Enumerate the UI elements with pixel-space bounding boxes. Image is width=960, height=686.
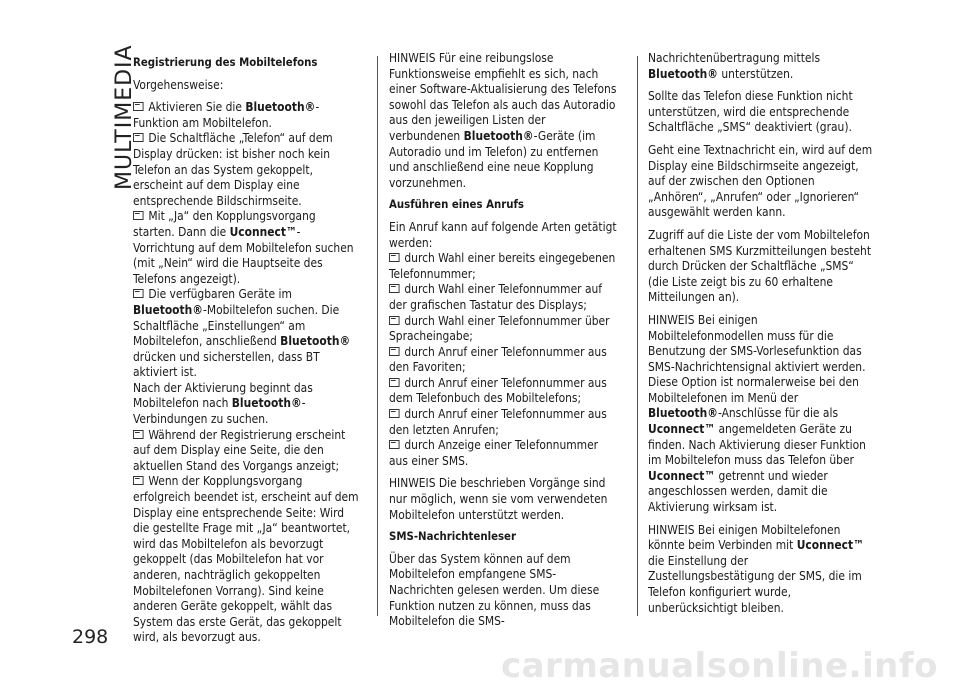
step-bullet-icon [133, 102, 144, 111]
heading-sms-reader: SMS-Nachrichtenleser [389, 529, 517, 544]
watermark-text: carmanualsonline.info [500, 646, 938, 686]
note-text: HINWEIS Die beschrieben Vorgänge sind nur möglich, wenn sie vom verwendeten Mobiltelefon unterstützt werden. [389, 475, 608, 522]
list-bullet-icon [389, 316, 400, 325]
step-bullet-icon [133, 133, 144, 142]
note-text: HINWEIS Bei einigen Mobiltelefonen könnte beim Verbinden mit Uconnect™ die Einstellung der Zustellungsbestätigung der SMS, die im Telefon konfiguriert wurde, unberücksichtigt bleiben. [648, 521, 864, 615]
intro-text: Vorgehensweise: [133, 76, 224, 92]
body-text: Zugriff auf die Liste der vom Mobiltelefon erhaltenen SMS Kurzmitteilungen besteht durch Drücken der Schaltfläche „SMS“ (die Liste zeigt bis zu 60 erhaltene Mitteilungen an). [648, 226, 872, 305]
intro-text: Ein Anruf kann auf folgende Arten getätigt werden: [389, 218, 617, 250]
body-text: Sollte das Telefon diese Funktion nicht unterstützen, wird die entsprechende Schaltfläche „SMS“ deaktiviert (grau). [648, 88, 853, 135]
list-item: durch Wahl einer Telefonnummer auf der grafischen Tastatur des Displays; [389, 281, 603, 312]
body-text: Über das System können auf dem Mobiltelefon empfangene SMS-Nachrichten gelesen werden. Um diese Funktion nutzen zu können, muss das Mobiltelefon die SMS- [389, 550, 600, 629]
column-1 [133, 50, 360, 645]
list-bullet-icon [389, 378, 400, 387]
page-number: 298 [72, 626, 109, 648]
list-bullet-icon [389, 284, 400, 293]
note-text: HINWEIS Für eine reibungslose Funktionsweise empfiehlt es sich, nach einer Software-Aktualisierung des Telefons sowohl das Telefon als auch das Autoradio aus den jeweiligen Listen der verbundenen Bluetooth®-Geräte (im Autoradio und im Telefon) zu entfernen und anschließend eine neue Kopplung vorzunehmen. [389, 50, 617, 190]
list-bullet-icon [389, 253, 400, 262]
list-bullet-icon [389, 409, 400, 418]
list-item: durch Anruf einer Telefonnummer aus den letzten Anrufen; [389, 406, 607, 437]
note-text: HINWEIS Bei einigen Mobiltelefonmodellen muss für die Benutzung der SMS-Vorlesefunktion das SMS-Nachrichtensignal aktiviert werden. Diese Option ist normalerweise bei den Mobiltelefonen im Menü der Bluetooth®-Anschlüsse für die als Uconnect™ angemeldeten Geräte zu finden. Nach Aktivierung dieser Funktion im Mobiltelefon muss das Telefon über Uconnect™ getrennt und wieder angeschlossen werden, damit die Aktivierung wirksam ist. [648, 311, 866, 515]
heading-call: Ausführen eines Anrufs [389, 197, 524, 212]
call-options-list [389, 250, 617, 468]
list-bullet-icon [389, 347, 400, 356]
column-3 [648, 50, 875, 622]
column-divider [637, 56, 638, 616]
step-item: Die Schaltfläche „Telefon“ auf dem Display drücken: ist bisher noch kein Telefon an das System gekoppelt, erscheint auf dem Display eine entsprechende Bildschirmseite. [133, 130, 333, 208]
column-divider [377, 56, 378, 616]
body-text: Nachrichtenübertragung mittels Bluetooth® unterstützen. [648, 50, 821, 81]
column-2 [389, 50, 617, 636]
step-bullet-icon [133, 289, 144, 298]
list-item: durch Wahl einer bereits eingegebenen Telefonnummer; [389, 250, 616, 281]
step-item: Wenn der Kopplungsvorgang erfolgreich beendet ist, erscheint auf dem Display eine entsprechende Seite: Wird die gestellte Frage mit „Ja“ beantwortet, wird das Mobiltelefon als bevorzugt gekoppelt (das Mobiltelefon hat vor anderen, nachträglich gekoppelten Mobiltelefonen Vorrang). Sind keine anderen Geräte gekoppelt, wählt das System das erste Gerät, das gekoppelt wird, als bevorzugt aus. [133, 473, 359, 645]
list-bullet-icon [389, 440, 400, 449]
step-bullet-icon [133, 476, 144, 485]
step-bullet-icon [133, 430, 144, 439]
step-item: Während der Registrierung erscheint auf dem Display eine Seite, die den aktuellen Stand des Vorgangs anzeigt; [133, 426, 346, 473]
step-item: Aktivieren Sie die Bluetooth®-Funktion am Mobiltelefon. [133, 99, 320, 130]
step-item: Die verfügbaren Geräte im Bluetooth®-Mobiltelefon suchen. Die Schaltfläche „Einstellungen“ am Mobiltelefon, anschließend Bluetooth® drücken und sicherstellen, dass BT aktiviert ist. Nach der Aktivierung beginnt das Mobiltelefon nach Bluetooth®-Verbindungen zu suchen. [133, 286, 351, 427]
step-item: Mit „Ja“ den Kopplungsvorgang starten. Dann die Uconnect™-Vorrichtung auf dem Mobiltelefon suchen (mit „Nein“ wird die Hauptseite des Telefons angezeigt). [133, 208, 354, 286]
list-item: durch Anruf einer Telefonnummer aus den Favoriten; [389, 343, 607, 375]
list-item: durch Wahl einer Telefonnummer über Spracheingabe; [389, 312, 610, 344]
list-item: durch Anruf einer Telefonnummer aus dem Telefonbuch des Mobiltelefons; [389, 374, 607, 406]
step-bullet-icon [133, 211, 144, 220]
section-title: MULTIMEDIA [112, 44, 137, 190]
list-item: durch Anzeige einer Telefonnummer aus einer SMS. [389, 437, 599, 468]
body-text: Geht eine Textnachricht ein, wird auf dem Display eine Bildschirmseite angezeigt, auf der zwischen den Optionen „Anhören“, „Anrufen“ oder „Ignorieren“ ausgewählt werden kann. [648, 141, 873, 220]
heading-registration: Registrierung des Mobiltelefons [133, 55, 318, 69]
